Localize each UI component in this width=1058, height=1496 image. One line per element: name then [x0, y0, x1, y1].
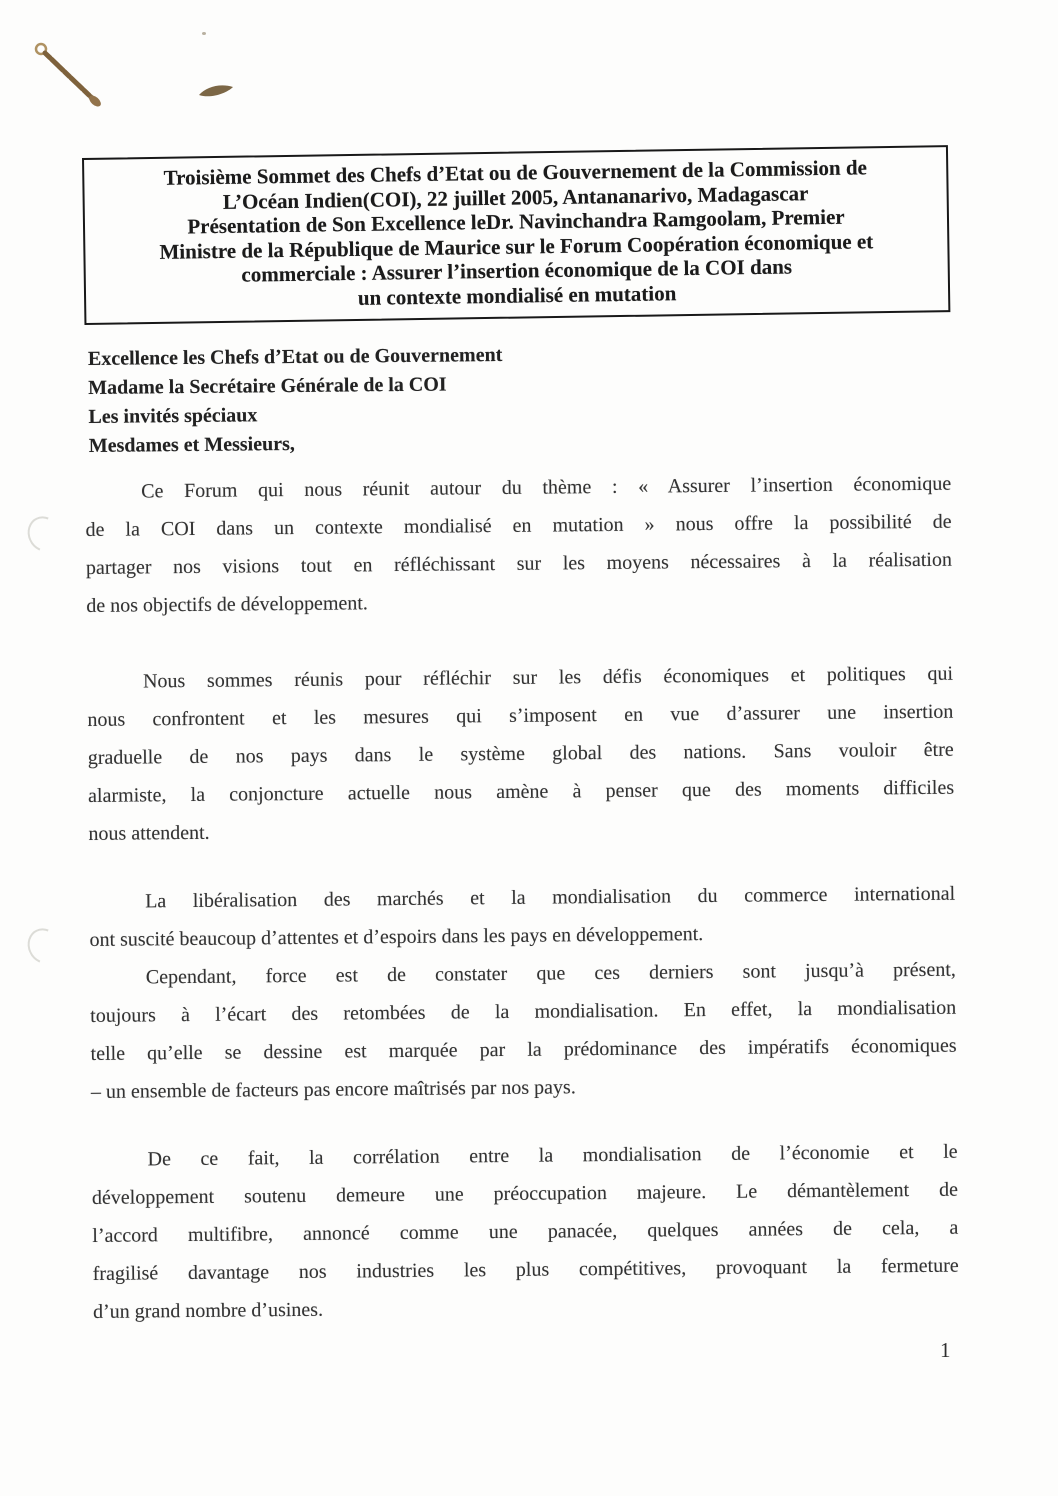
title-line: Troisième Sommet des Chefs d’Etat ou de Gouvernement de la Commission de — [163, 155, 868, 190]
paragraph-5-line: d’un grand nombre d’usines. — [92, 1298, 324, 1323]
paragraph-2 — [87, 655, 955, 853]
paragraph-3-line: ont suscité beaucoup d’attentes et d’espoirs dans les pays en développement. — [89, 923, 704, 951]
paragraph-4-line: telle qu’elle se dessine est marquée par la prédominance des impératifs économiques — [90, 1034, 957, 1065]
paragraph-4 — [90, 951, 957, 1111]
title-line: un contexte mondialisé en mutation — [357, 280, 677, 310]
title-line: Ministre de la République de Maurice sur le Forum Coopération économique et — [159, 228, 874, 264]
paragraph-2-line: nous confrontent et les mesures qui s’imposent en vue d’assurer une insertion — [87, 700, 954, 731]
paragraph-5-line: fragilisé davantage nos industries les plus compétitives, provoquant la fermeture — [92, 1254, 959, 1285]
paragraph-5-line: l’accord multifibre, annoncé comme une panacée, quelques années de cela, a — [92, 1216, 959, 1247]
salutation-line: Les invités spéciaux — [88, 404, 258, 428]
title-line: Présentation de Son Excellence leDr. Navinchandra Ramgoolam, Premier — [187, 204, 845, 239]
page-number: 1 — [940, 1338, 951, 1362]
paragraph-3-line: La libéralisation des marchés et la mondialisation du commerce international — [145, 882, 956, 913]
paragraph-2-line: graduelle de nos pays dans le système global des nations. Sans vouloir être — [87, 738, 954, 769]
salutation-line: Mesdames et Messieurs, — [88, 432, 295, 457]
salutation-line: Madame la Secrétaire Générale de la COI — [88, 373, 447, 399]
title-line: commerciale : Assurer l’insertion économique de la COI dans — [241, 254, 793, 287]
paragraph-2-line: nous attendent. — [88, 821, 210, 845]
paragraph-1-line: partager nos visions tout en réfléchissant sur les moyens nécessaires à la réalisation — [85, 548, 953, 579]
paragraph-4-line: – un ensemble de facteurs pas encore maîtrisés par nos pays. — [90, 1076, 576, 1103]
paragraph-4-line: Cependant, force est de constater que ces derniers sont jusqu’à présent, — [145, 958, 956, 989]
ink-smudge-artifact — [196, 80, 238, 102]
ink-streak-artifact — [32, 40, 112, 116]
paragraph-5-line: De ce fait, la corrélation entre la mondialisation de l’économie et le — [147, 1140, 958, 1171]
body-text — [85, 465, 959, 1331]
speck-artifact — [202, 32, 206, 35]
scan-arc-artifact-2 — [22, 923, 66, 969]
paragraph-5 — [91, 1133, 959, 1331]
document-content — [82, 150, 959, 1331]
paragraph-4-line: toujours à l’écart des retombées de la mondialisation. En effet, la mondialisation — [90, 996, 957, 1027]
paragraph-2-line: alarmiste, la conjoncture actuelle nous amène à penser que des moments difficiles — [88, 776, 955, 807]
title-box — [82, 145, 950, 325]
paragraph-2-line: Nous sommes réunis pour réfléchir sur les défis économiques et politiques qui — [142, 662, 954, 693]
salutation-line: Excellence les Chefs d’Etat ou de Gouvernement — [87, 343, 503, 370]
scan-arc-artifact-1 — [22, 511, 66, 557]
paragraph-1-line: Ce Forum qui nous réunit autour du thème : « Assurer l’insertion économique — [141, 472, 952, 503]
title-line: L’Océan Indien(COI), 22 juillet 2005, Antananarivo, Madagascar — [222, 180, 809, 214]
paragraph-5-line: développement soutenu demeure une préoccupation majeure. Le démantèlement de — [91, 1178, 959, 1209]
salutation — [88, 337, 951, 461]
paragraph-1-line: de nos objectifs de développement. — [86, 592, 368, 617]
paragraph-1-line: de la COI dans un contexte mondialisé en mutation » nous offre la possibilité de — [85, 510, 952, 541]
paragraph-3 — [89, 875, 956, 959]
paragraph-1 — [85, 465, 952, 625]
